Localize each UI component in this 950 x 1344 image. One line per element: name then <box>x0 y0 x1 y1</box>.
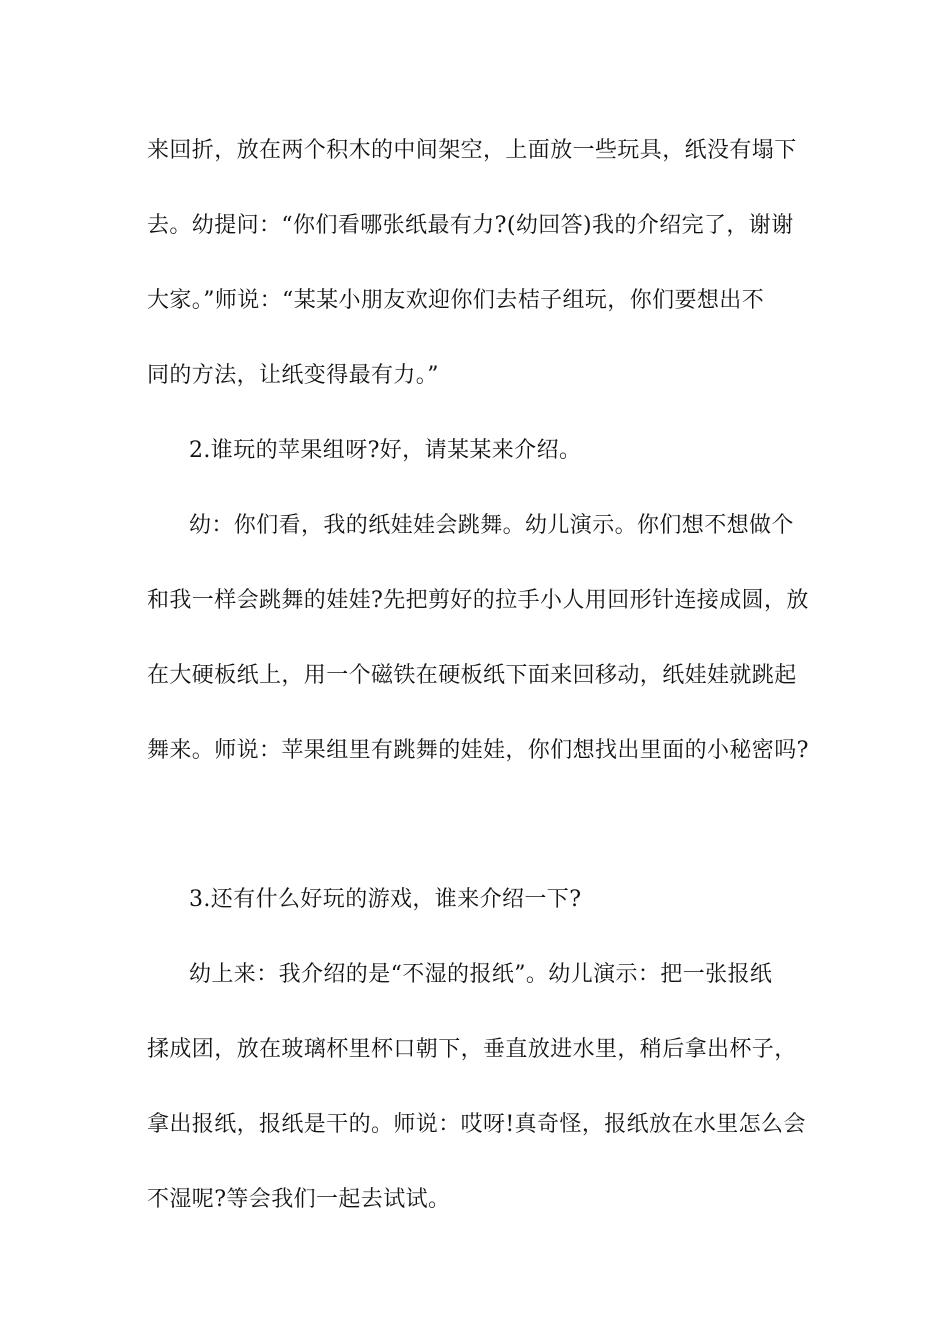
paragraph-line: 揉成团，放在玻璃杯里杯口朝下，垂直放进水里，稍后拿出杯子， <box>147 1037 797 1062</box>
section-heading: 3.还有什么好玩的游戏，谁来介绍一下? <box>189 887 582 912</box>
paragraph-line: 和我一样会跳舞的娃娃?先把剪好的拉手小人用回形针连接成圆，放 <box>147 588 809 613</box>
paragraph-line: 舞来。师说：苹果组里有跳舞的娃娃，你们想找出里面的小秘密吗? <box>147 738 809 763</box>
paragraph-line: 去。幼提问：“你们看哪张纸最有力?(幼回答)我的介绍完了，谢谢 <box>147 213 794 238</box>
paragraph-line: 不湿呢?等会我们一起去试试。 <box>147 1187 451 1212</box>
paragraph-line: 幼上来：我介绍的是“不湿的报纸”。幼儿演示：把一张报纸 <box>189 962 773 987</box>
paragraph-line: 大家。”师说：“某某小朋友欢迎你们去桔子组玩，你们要想出不 <box>147 288 765 313</box>
paragraph-line: 幼：你们看，我的纸娃娃会跳舞。幼儿演示。你们想不想做个 <box>189 513 794 538</box>
paragraph-line: 同的方法，让纸变得最有力。” <box>147 363 439 388</box>
section-heading: 2.谁玩的苹果组呀?好，请某某来介绍。 <box>189 438 582 463</box>
paragraph-line: 在大硬板纸上，用一个磁铁在硬板纸下面来回移动，纸娃娃就跳起 <box>147 663 797 688</box>
paragraph-line: 拿出报纸，报纸是干的。师说：哎呀!真奇怪，报纸放在水里怎么会 <box>147 1112 806 1137</box>
paragraph-line: 来回折，放在两个积木的中间架空，上面放一些玩具，纸没有塌下 <box>147 138 797 163</box>
